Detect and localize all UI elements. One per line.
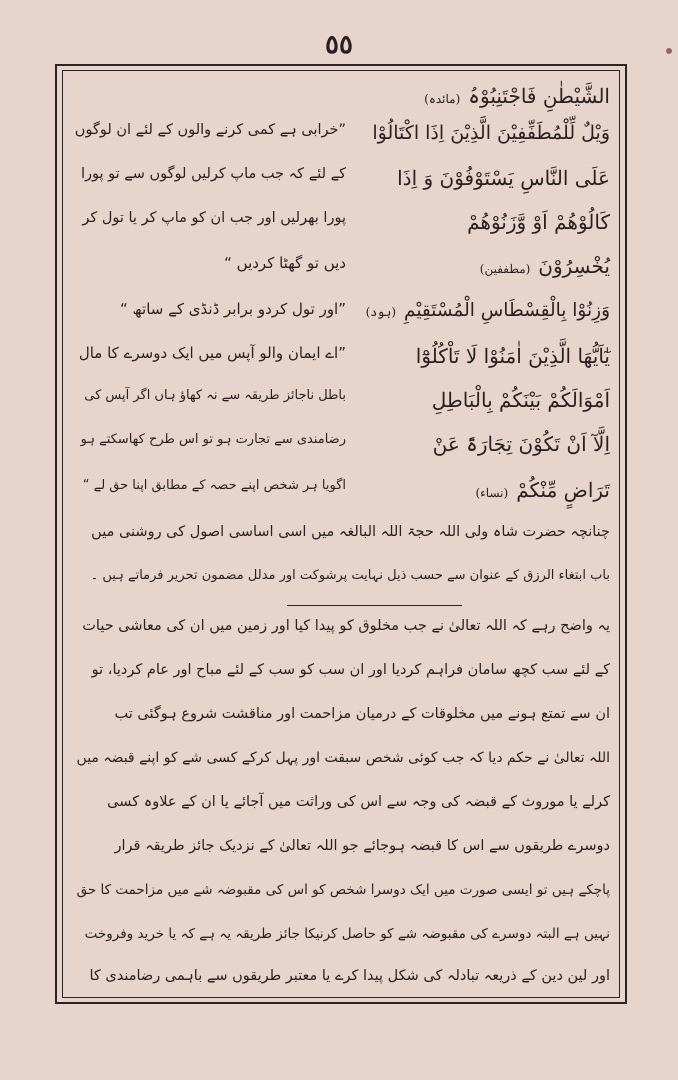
verse-arabic: یُخْسِرُوْنَ(مطففین) — [479, 254, 610, 278]
verse-arabic: وَزِنُوْا بِالْقِسْطَاسِ الْمُسْتَقِیْمِ(ہود) — [365, 300, 610, 321]
title-underline — [287, 605, 462, 606]
verse-row — [70, 300, 612, 338]
verse-reference: (ہود) — [365, 305, 397, 319]
verse-row — [70, 432, 612, 470]
verse-arabic: اَمْوَالَکُمْ بَیْنَکُمْ بِالْبَاطِلِ — [431, 388, 610, 412]
verse-arabic: کَالُوْھُمْ اَوْ وَّزَنُوْھُمْ — [467, 210, 610, 234]
verse-translation: باطل ناجائز طریقہ سے نہ کھاؤ ہاں اگر آپس کی — [84, 388, 346, 403]
intro-line: باب ابتغاء الرزق کے عنوان سے حسب ذیل نہایت پرشوکت اور مدلل مضمون تحریر فرماتے ہیں ۔ — [90, 568, 610, 583]
verse-reference: (نساء) — [475, 486, 509, 500]
verse-translation: ”خرابی ہے کمی کرنے والوں کے لئے ان لوگوں — [74, 122, 346, 138]
verse-translation: پورا بھرلیں اور جب ان کو ماپ کر یا تول کر — [82, 210, 346, 226]
verse-arabic: وَیْلٌ لِّلْمُطَفِّفِیْنَ الَّذِیْنَ اِذَا اکْتَالُوْا — [372, 122, 610, 144]
verse-translation: رضامندی سے تجارت ہو تو اس طرح کھاسکتے ہو — [80, 432, 346, 447]
paragraph-line: ان سے تمتع ہونے میں مخلوقات کے درمیان مزاحمت اور مناقشت شروع ہوگئی تب — [114, 706, 610, 722]
verse-translation: دیں تو گھٹا کردیں “ — [224, 254, 346, 272]
verse-row — [70, 478, 612, 516]
verse-translation: ”اے ایمان والو آپس میں ایک دوسرے کا مال — [78, 344, 346, 362]
paragraph-line: کرلے یا موروث کے قبضہ کی وجہ سے اس کی وراثت میں آجائے یا ان کے علاوہ کسی — [107, 794, 610, 810]
verse-translation: ”اور تول کردو برابر ڈنڈی کے ساتھ “ — [120, 300, 346, 318]
verse-arabic: عَلَی النَّاسِ یَسْتَوْفُوْنَ وَ اِذَا — [397, 166, 610, 190]
verse-row — [70, 388, 612, 426]
page-number: ٥٥ — [325, 30, 353, 60]
verse-arabic: تَرَاضٍ مِّنْکُمْ(نساء) — [475, 478, 610, 502]
margin-mark — [666, 48, 672, 54]
verse-row — [70, 166, 612, 204]
verse-arabic: اِلَّآ اَنْ تَکُوْنَ تِجَارَۃً عَنْ — [432, 432, 610, 456]
verse-arabic: الشَّیْطٰنِ فَاجْتَنِبُوْہُ(مائدہ) — [424, 84, 610, 108]
paragraph-line: دوسرے طریقوں سے اس کا قبضہ ہوجائے جو اللہ تعالیٰ کے نزدیک جائز طریقہ قرار — [114, 838, 610, 854]
verse-reference: (مطففین) — [479, 262, 531, 276]
intro-line: چنانچہ حضرت شاہ ولی اللہ حجۃ اللہ البالغہ میں اسی اساسی اصول کی روشنی میں — [91, 524, 610, 540]
verse-row — [70, 210, 612, 248]
verse-arabic: یٰٓاَیُّھَا الَّذِیْنَ اٰمَنُوْا لَا تَاْکُلُوْٓا — [415, 344, 610, 368]
verse-row — [70, 254, 612, 292]
paragraph-line: یہ واضح رہے کہ اللہ تعالیٰ نے جب مخلوق کو پیدا کیا اور زمین میں ان کی معاشی حیات — [82, 618, 610, 634]
paragraph-line: نہیں ہے البتہ دوسرے کی مقبوضہ شے کو حاصل کرنیکا جائز طریقہ یہ ہے کہ یا خرید وفروخت — [84, 926, 610, 942]
paragraph-line: کے لئے سب کچھ سامان فراہم کردیا اور ان سب کو سب کے لئے مباح اور عام کردیا، تو — [91, 662, 610, 678]
paragraph-line: اور لین دین کے ذریعہ تبادلہ کی شکل پیدا کرے یا معتبر طریقوں سے باہمی رضامندی کا — [89, 968, 610, 984]
paragraph-line: پاچکے ہیں تو ایسی صورت میں ایک دوسرا شخص کو اس کی مقبوضہ شے میں مزاحمت کا حق — [76, 882, 610, 898]
verse-row — [70, 344, 612, 382]
verse-translation: اگویا ہر شخص اپنے حصہ کے مطابق اپنا حق لے “ — [82, 478, 346, 493]
verse-row — [70, 84, 612, 122]
page-content — [70, 74, 612, 992]
paragraph-line: اللہ تعالیٰ نے حکم دیا کہ جب کوئی شخص سبقت اور پہل کرکے کسی شے کو اپنے قبضہ میں — [76, 750, 610, 766]
verse-reference: (مائدہ) — [424, 92, 461, 106]
verse-row — [70, 122, 612, 160]
verse-translation: کے لئے کہ جب ماپ کرلیں لوگوں سے تو پورا — [80, 166, 346, 182]
